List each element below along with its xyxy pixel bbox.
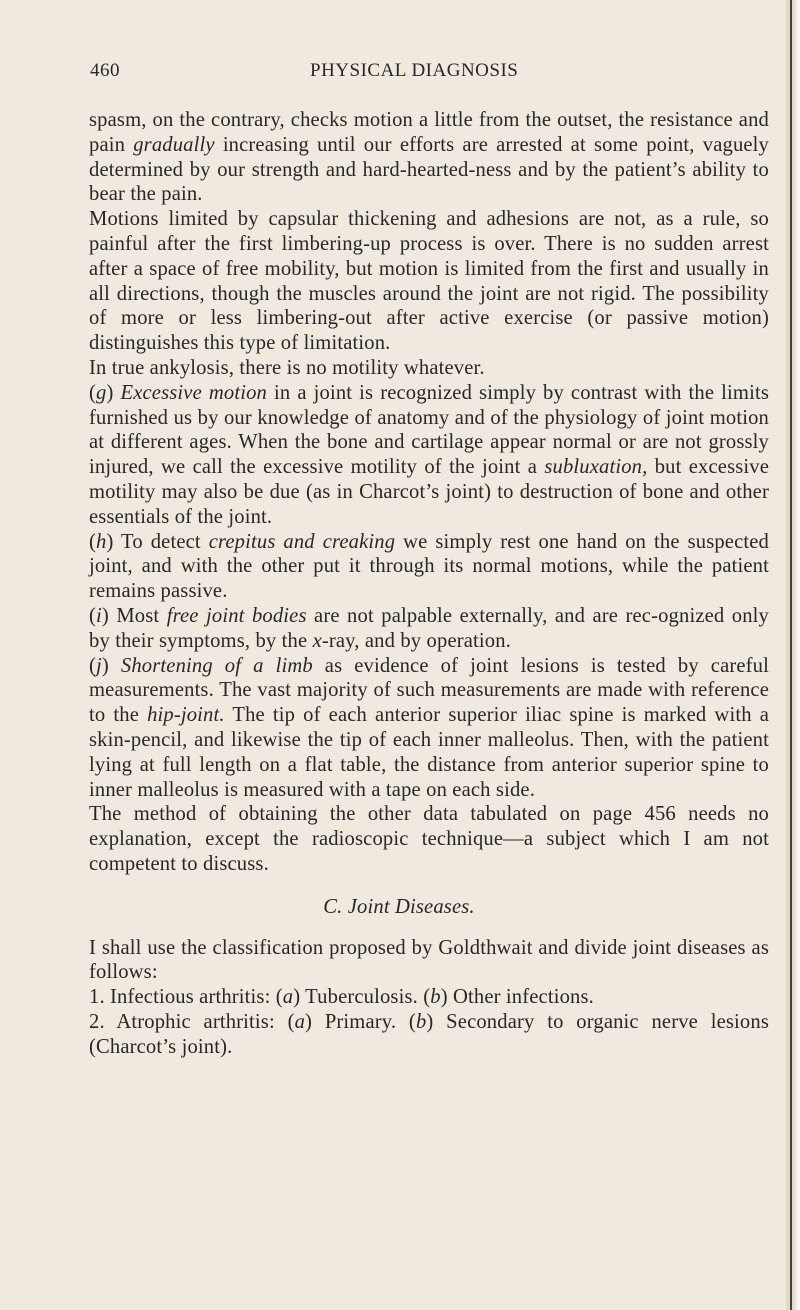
paragraph [89, 802, 769, 876]
text-run: Motions limited by capsular thickening and adhesions are not, as a rule, so painful after the first limbering-up process is over. There is no sudden arrest after a space of free mobility, but motion is limited from the first and usually in all directions, though the muscles around the joint are not rigid. The possibility of more or less limbering-out after active exercise (or passive motion) distinguishes this type of limitation. [89, 208, 769, 355]
text-run: increasing until our efforts are arrested at some point, vaguely determined by our strength and hard-hearted-ness and by the patient’s ability to bear the pain. [89, 133, 769, 206]
text-run: are not palpable externally, and are rec-ognized only by their symptoms, by the [89, 604, 769, 652]
italic-text: h [96, 530, 107, 553]
text-run: ) [101, 654, 121, 677]
text-run: in a joint is recognized simply by contrast with the limits furnished us by our knowledge of anatomy and of the physiology of joint motion at different ages. When the bone and cartilage appear normal or are not grossly injured, we call the excessive motility of the joint a [89, 381, 769, 479]
text-run: we simply rest one hand on the suspected joint, and with the other put it through its normal motions, while the patient remains passive. [89, 530, 769, 603]
paragraph [89, 1010, 769, 1060]
body-paragraphs-after-section [89, 936, 769, 1060]
paragraph [89, 936, 769, 986]
text-run: as evidence of joint lesions is tested by careful measurements. The vast majority of such measurements are made with reference to the [89, 654, 769, 727]
italic-text: free joint bodies [166, 604, 307, 627]
running-title: PHYSICAL DIAGNOSIS [310, 60, 519, 81]
text-run: ) Primary. ( [305, 1010, 416, 1033]
paragraph [89, 604, 769, 654]
text-run: ) [106, 381, 121, 404]
text-run: but excessive motility may also be due (as in Charcot’s joint) to destruction of bone and other essentials of the joint. [89, 456, 770, 528]
text-run: -ray, and by operation. [321, 629, 511, 652]
italic-text: j [96, 654, 102, 677]
text-run: ) Most [101, 604, 167, 627]
italic-text: b [415, 1010, 427, 1033]
italic-text: hip-joint. [147, 704, 225, 727]
text-run: ( [89, 654, 97, 677]
page-number: 460 [90, 60, 120, 81]
text-run: ( [89, 604, 97, 627]
page-body [89, 108, 769, 1059]
text-run: I shall use the classification proposed by Goldthwait and divide joint diseases as follows: [89, 936, 769, 984]
paragraph [89, 108, 769, 207]
italic-text: a [294, 1010, 306, 1033]
italic-text: Shortening of a limb [120, 654, 313, 677]
body-paragraphs-before-section [89, 108, 769, 877]
text-run: 1. Infectious arthritis: ( [89, 986, 283, 1009]
section-title: C. Joint Diseases. [323, 895, 475, 918]
italic-text: a [282, 986, 294, 1009]
text-run: ) Other infections. [440, 986, 594, 1009]
paragraph [89, 654, 769, 803]
text-run: ( [89, 381, 97, 404]
text-run: ( [89, 530, 97, 553]
italic-text: i [96, 604, 102, 627]
text-run: 2. Atrophic arthritis: ( [89, 1010, 295, 1033]
paragraph [89, 207, 769, 356]
text-run: The tip of each anterior superior iliac spine is marked with a skin-pencil, and likewise the tip of each inner malleolus. Then, with the patient lying at full length on a flat table, the distance from anterior superior spine to inner malleolus is measured with a tape on each side. [89, 704, 769, 801]
text-run: spasm, on the contrary, checks motion a little from the outset, the resistance and pain [89, 109, 769, 156]
text-run: In true ankylosis, there is no motility whatever. [89, 356, 485, 379]
italic-text: g [96, 381, 107, 404]
page-binding-edge [786, 0, 800, 1310]
text-run: ) Secondary to organic nerve lesions (Charcot’s joint). [89, 1010, 769, 1058]
paragraph [89, 985, 769, 1010]
italic-text: subluxation, [544, 456, 648, 479]
text-run: ) To detect [106, 530, 209, 553]
italic-text: crepitus and creaking [208, 530, 396, 553]
paragraph [89, 530, 769, 604]
italic-text: gradually [133, 133, 215, 156]
paragraph [89, 381, 769, 530]
italic-text: x [312, 629, 322, 652]
italic-text: Excessive motion [120, 381, 267, 404]
text-run: The method of obtaining the other data tabulated on page 456 needs no explanation, except the radioscopic technique—a subject which I am not competent to discuss. [89, 803, 769, 875]
italic-text: b [430, 986, 441, 1009]
running-header [90, 60, 770, 86]
paragraph [89, 356, 769, 381]
text-run: ) Tuberculosis. ( [293, 986, 431, 1009]
